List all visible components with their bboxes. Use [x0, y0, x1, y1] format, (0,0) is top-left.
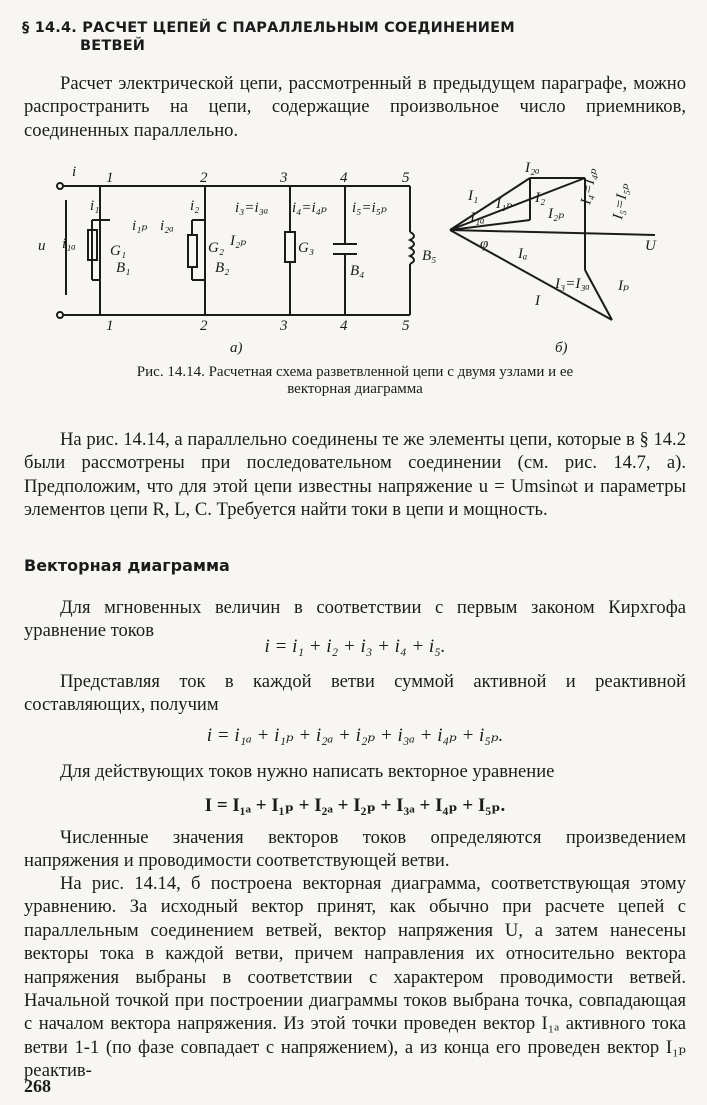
vector-label-i2p: I₂ₚ	[548, 206, 565, 222]
label-i2: i₂	[190, 198, 200, 214]
vector-label-i1p: I₁ₚ	[496, 196, 513, 212]
node-bottom-4: 4	[340, 318, 348, 334]
subfigure-b-label: б)	[555, 340, 568, 356]
label-i1a: i₁ₐ	[62, 236, 76, 252]
paragraph-7: На рис. 14.14, б построена векторная диаграмма, соответствующая этому уравнению. За исходный вектор принят, как обычно при расчете цепей с параллельным соединением ветвей, вектор напряжения U, а затем нанесены векторы тока в каждой ветви, причем направления их относительно вектора напряжения выбраны в соответствии с характером проводимости ветвей. Начальной точкой при построении диаграммы токов выбрана точка, совпадающая с началом вектора напряжения. Из этой точки проведен вектор I₁ₐ активного тока ветви 1-1 (по фазе совпадает с напряжением), а из конца его проведен вектор I₁ₚ реактив-	[24, 873, 686, 1082]
section-heading-line1: § 14.4. РАСЧЕТ ЦЕПЕЙ С ПАРАЛЛЕЛЬНЫМ СОЕДИНЕНИЕМ	[22, 20, 515, 36]
node-top-1: 1	[106, 170, 114, 186]
node-top-3: 3	[280, 170, 288, 186]
vector-label-i3: I₃=I₃ₐ	[555, 276, 590, 292]
vector-label-i4: I₄=I₄ₚ	[578, 166, 601, 206]
label-g3: G₃	[298, 240, 315, 256]
figure-caption-line2: векторная диаграмма	[287, 381, 423, 397]
node-bottom-2: 2	[200, 318, 208, 334]
vector-label-i2: I₂	[535, 190, 546, 206]
figure-caption-line1: Рис. 14.14. Расчетная схема разветвленной цепи с двумя узлами и ее	[136, 364, 574, 380]
vector-label-i1: I₁	[468, 188, 479, 204]
label-i5: i₅=i₅ₚ	[352, 200, 387, 216]
paragraph-3: Для мгновенных величин в соответствии с первым законом Кирхгофа уравнение токов	[24, 597, 686, 642]
label-i1: i₁	[90, 198, 100, 214]
label-u: u	[38, 238, 46, 254]
paragraph-5: Для действующих токов нужно написать векторное уравнение	[60, 761, 555, 782]
subfigure-a-label: а)	[230, 340, 243, 356]
label-b5: B₅	[422, 248, 437, 264]
label-b4: B₄	[350, 263, 365, 279]
section-heading-line2: ВЕТВЕЙ	[80, 38, 146, 54]
vector-label-i: I	[535, 293, 540, 309]
node-bottom-3: 3	[280, 318, 288, 334]
node-bottom-1: 1	[106, 318, 114, 334]
label-b1: B₁	[116, 260, 131, 276]
page-number: 268	[24, 1076, 51, 1096]
vector-label-u: U	[645, 238, 656, 254]
formula-2: i = i₁ₐ + i₁ₚ + i₂ₐ + i₂ₚ + i₃ₐ + i₄ₚ + i₅ₚ.	[206, 725, 504, 746]
vector-label-i1a: I₁ₐ	[470, 210, 485, 226]
label-i4: i₄=i₄ₚ	[292, 200, 327, 216]
vector-label-ia: Iₐ	[518, 246, 528, 262]
formula-1: i = i₁ + i₂ + i₃ + i₄ + i₅.	[264, 636, 446, 657]
formula-3: I = I₁ₐ + I₁ₚ + I₂ₐ + I₂ₚ + I₃ₐ + I₄ₚ + I₅ₚ.	[204, 795, 506, 816]
paragraph-6: Численные значения векторов токов определяются произведением напряжения и проводимости соответствующей ветви.	[24, 827, 686, 872]
paragraph-2: На рис. 14.14, а параллельно соединены те же элементы цепи, которые в § 14.2 были рассмотрены при последовательном соединении (см. рис. 14.7, а). Предположим, что для этой цепи известны напряжение u = Umsinωt и параметры элементов цепи R, L, C. Требуется найти токи в цепи и мощность.	[24, 429, 686, 521]
node-bottom-5: 5	[402, 318, 410, 334]
label-i: i	[72, 164, 77, 180]
paragraph-4: Представляя ток в каждой ветви суммой активной и реактивной составляющих, получим	[24, 671, 686, 716]
figure-14-14	[30, 160, 680, 360]
label-b2: B₂	[215, 260, 230, 276]
label-i2a: i₂ₐ	[160, 218, 174, 234]
section-title: Векторная диаграмма	[24, 556, 230, 575]
label-g2: G₂	[208, 240, 225, 256]
vector-label-ip: Iₚ	[618, 278, 629, 294]
intro-paragraph: Расчет электрической цепи, рассмотренный в предыдущем параграфе, можно распространить на цепи, содержащие произвольное число приемников, соединенных параллельно.	[24, 73, 686, 141]
vector-label-phi: φ	[480, 236, 489, 252]
node-top-2: 2	[200, 170, 208, 186]
label-i1p: i₁ₚ	[132, 218, 148, 234]
node-top-5: 5	[402, 170, 410, 186]
label-i3: i₃=i₃ₐ	[235, 200, 269, 216]
label-g1: G₁	[110, 243, 127, 259]
label-i2p: I₂ₚ	[230, 233, 247, 249]
vector-label-i2a: I₂ₐ	[525, 160, 540, 176]
node-top-4: 4	[340, 170, 348, 186]
vector-label-i5: I₅=I₅ₚ	[610, 181, 633, 221]
